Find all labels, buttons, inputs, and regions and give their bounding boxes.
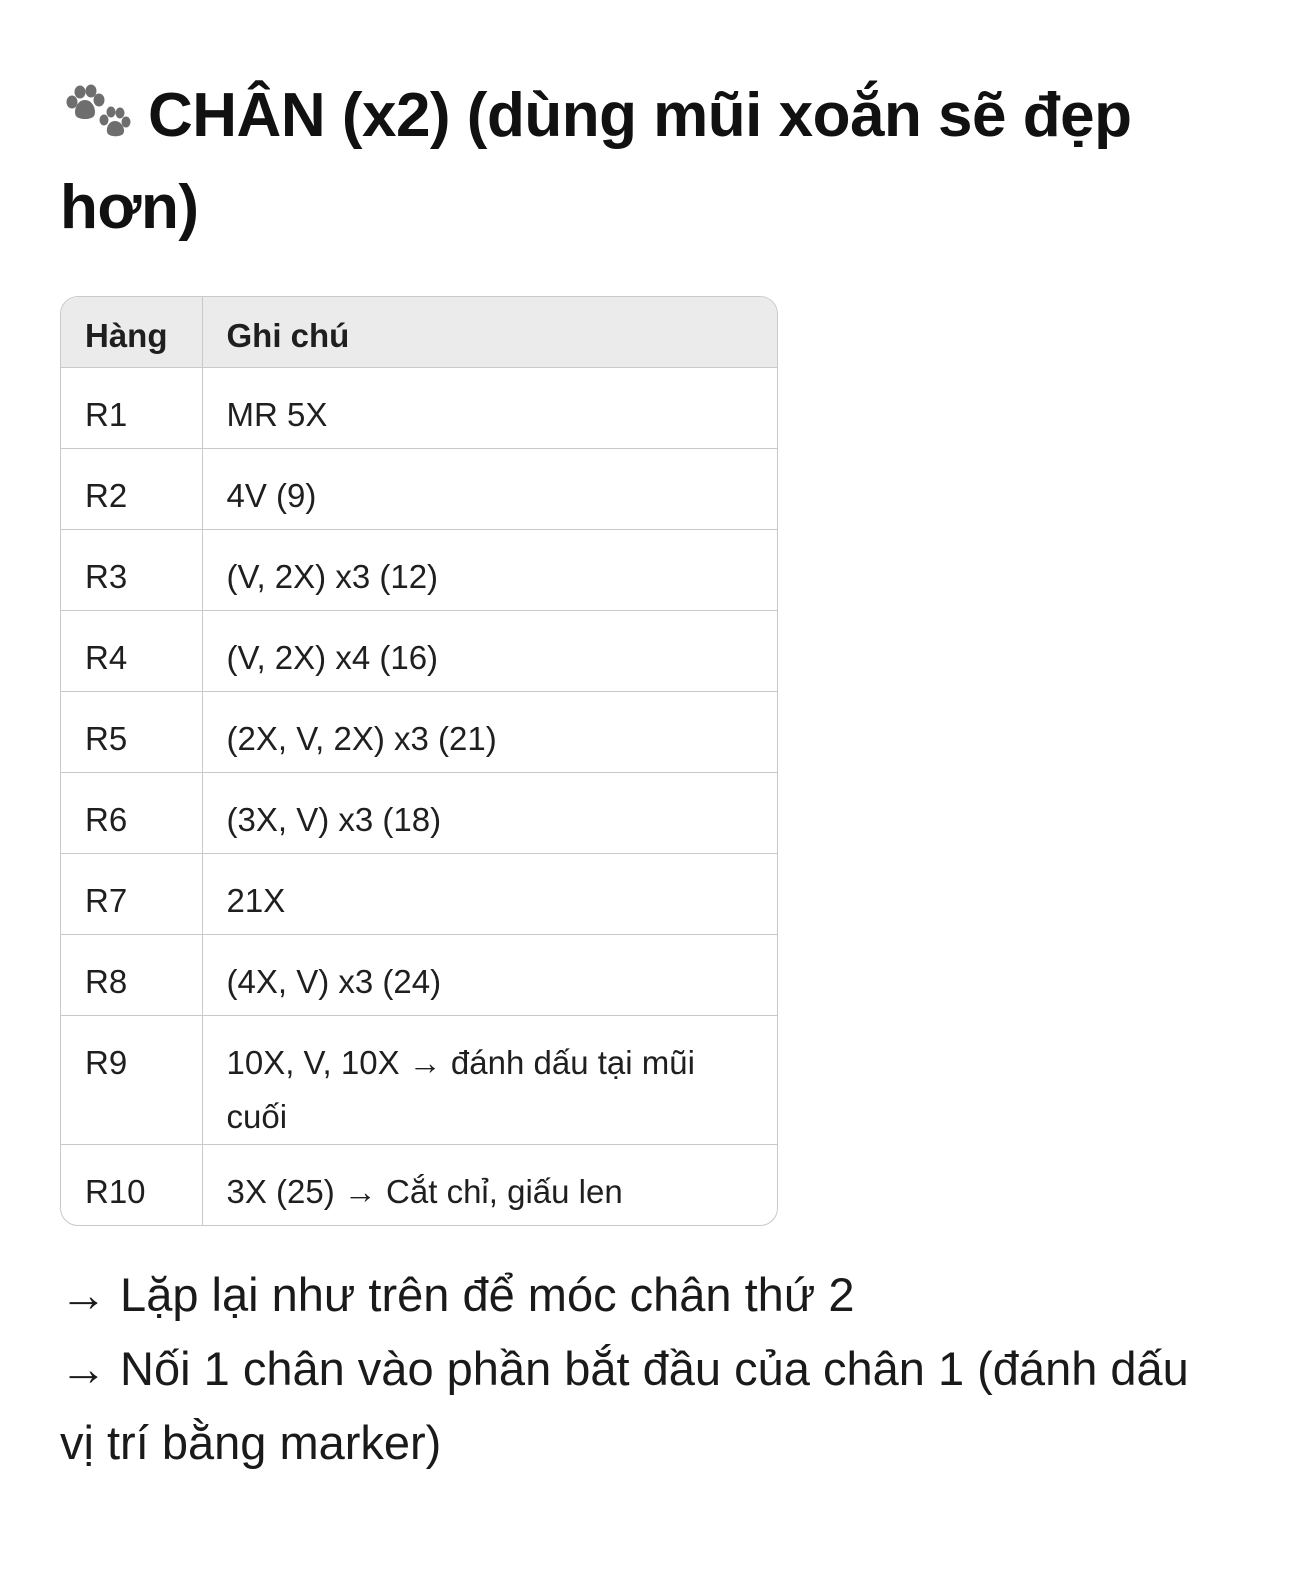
- column-header-note: Ghi chú: [202, 297, 777, 368]
- row-note: 21X: [202, 854, 777, 935]
- row-note: 4V (9): [202, 449, 777, 530]
- pattern-table: [60, 296, 778, 1226]
- table-row: [61, 692, 777, 773]
- row-label: R6: [61, 773, 202, 854]
- row-label: R8: [61, 935, 202, 1016]
- document: [60, 70, 1230, 1480]
- table-row: [61, 1016, 777, 1145]
- row-label: R1: [61, 368, 202, 449]
- row-label: R2: [61, 449, 202, 530]
- instruction-notes: [60, 1258, 1230, 1480]
- column-header-row: Hàng: [61, 297, 202, 368]
- row-label: R9: [61, 1016, 202, 1145]
- table-row: [61, 854, 777, 935]
- row-label: R3: [61, 530, 202, 611]
- row-note: (2X, V, 2X) x3 (21): [202, 692, 777, 773]
- row-label: R4: [61, 611, 202, 692]
- table-header-row: [61, 297, 777, 368]
- table-row: [61, 611, 777, 692]
- paw-prints-icon: [60, 80, 132, 140]
- row-note: 10X, V, 10X → đánh dấu tại mũi cuối: [202, 1016, 777, 1145]
- row-note: 3X (25) → Cắt chỉ, giấu len: [226, 1173, 623, 1210]
- table-row: [61, 368, 777, 449]
- section-heading-text: CHÂN (x2) (dùng mũi xoắn sẽ đẹp hơn): [60, 81, 1132, 242]
- row-note: (V, 2X) x3 (12): [202, 530, 777, 611]
- row-note: (4X, V) x3 (24): [202, 935, 777, 1016]
- row-label: R5: [61, 692, 202, 773]
- section-heading: [60, 70, 1230, 254]
- note-line: → Nối 1 chân vào phần bắt đầu của chân 1 (đánh dấu vị trí bằng marker): [60, 1342, 1189, 1469]
- row-note: (V, 2X) x4 (16): [202, 611, 777, 692]
- table-row: [61, 449, 777, 530]
- row-note: (3X, V) x3 (18): [202, 773, 777, 854]
- table-row: [61, 1145, 777, 1226]
- row-label: R10: [61, 1145, 202, 1226]
- table-row: [61, 935, 777, 1016]
- note-line: → Lặp lại như trên để móc chân thứ 2: [60, 1268, 855, 1321]
- table-row: [61, 773, 777, 854]
- table-row: [61, 530, 777, 611]
- row-note: MR 5X: [202, 368, 777, 449]
- row-label: R7: [61, 854, 202, 935]
